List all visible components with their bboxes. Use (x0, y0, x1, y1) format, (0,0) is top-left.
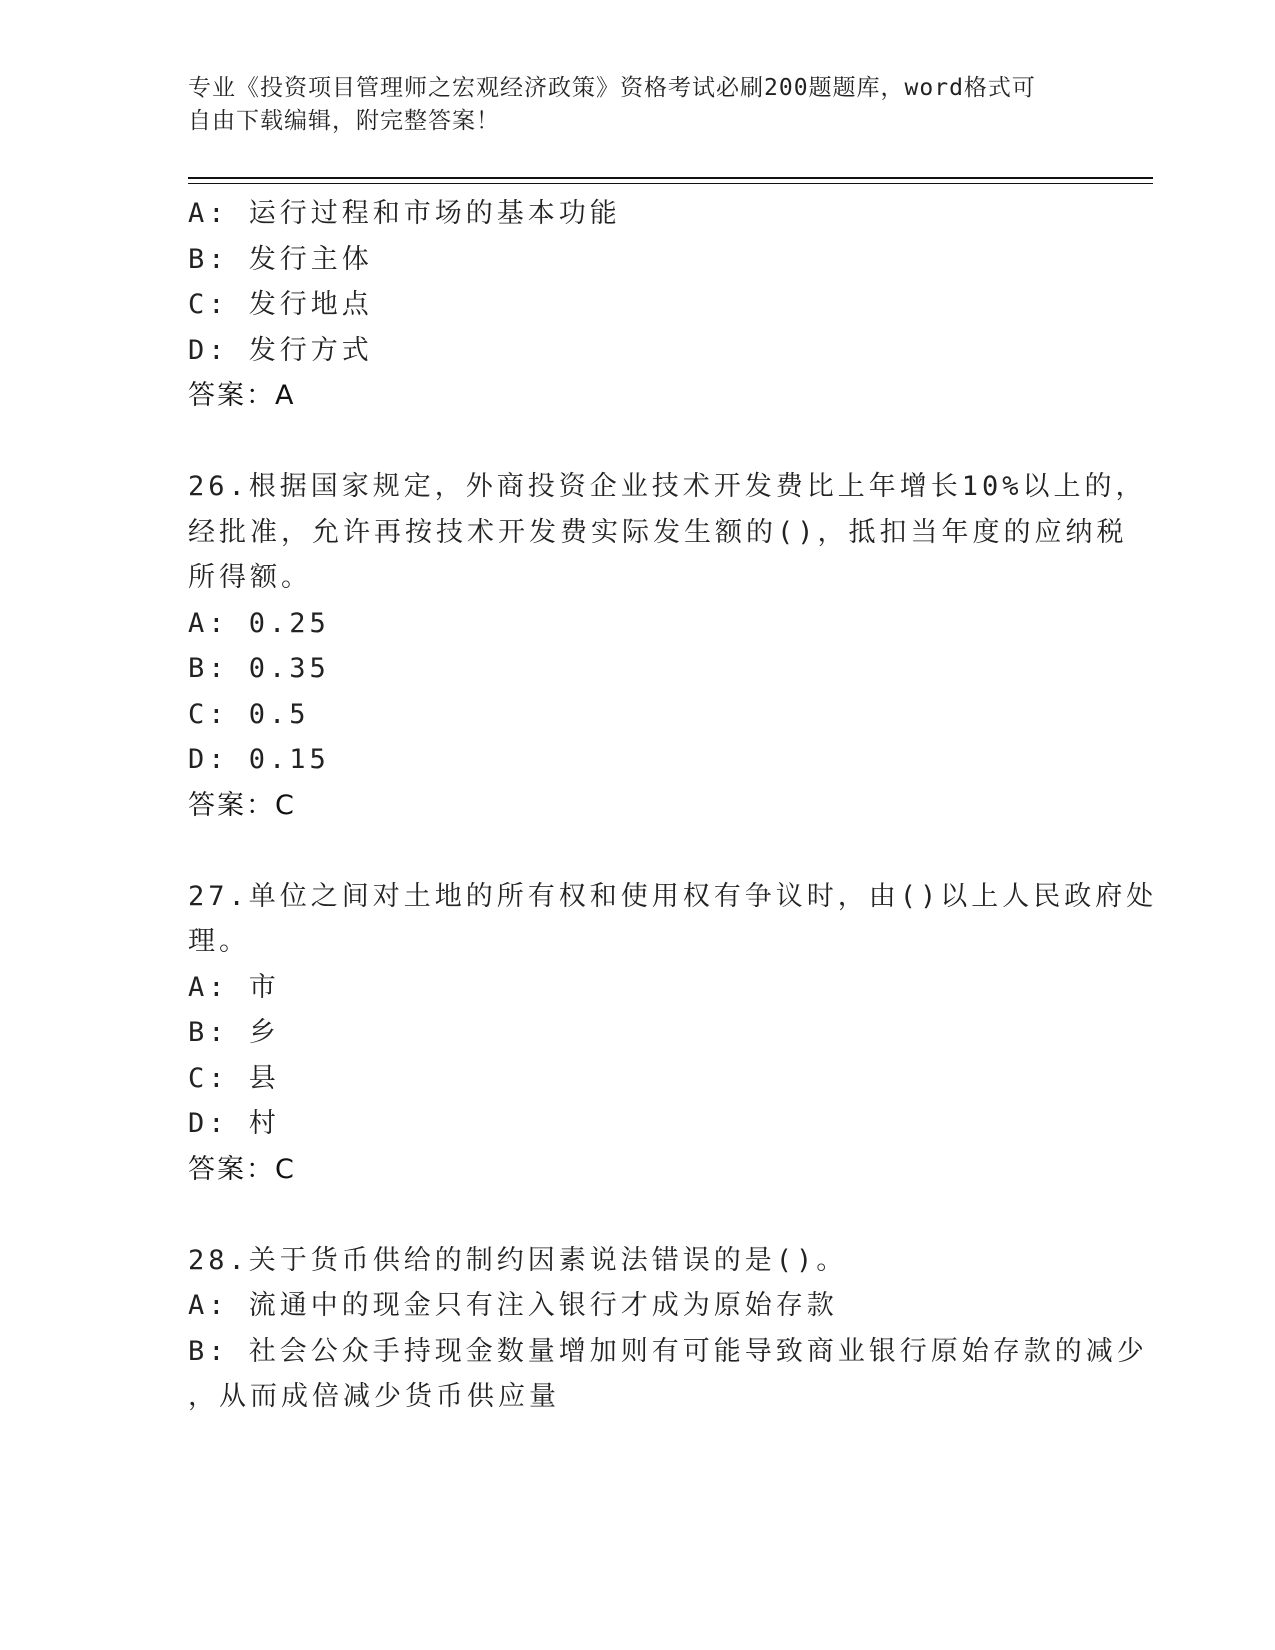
option-b: B: 0.35 (188, 653, 330, 684)
option-b: B: 社会公众手持现金数量增加则有可能导致商业银行原始存款的减少 (188, 1335, 1148, 1367)
question-stem-line: 理。 (188, 926, 250, 957)
option-d: D: 村 (188, 1108, 280, 1139)
header-rule-thin (188, 183, 1153, 184)
question-stem-line: 所得额。 (188, 562, 312, 593)
question-block (188, 464, 1147, 828)
answer-line: 答案：A (188, 380, 296, 411)
option-a: A: 市 (188, 971, 280, 1003)
answer-line: 答案：C (188, 1153, 296, 1185)
question-block (188, 191, 1088, 419)
option-b: B: 乡 (188, 1017, 280, 1048)
option-b: B: 发行主体 (188, 243, 373, 275)
question-block (188, 1238, 1148, 1420)
question-stem-line: 26.根据国家规定，外商投资企业技术开发费比上年增长10%以上的， (188, 471, 1147, 502)
question-list (188, 191, 1158, 1420)
option-b-continued: ，从而成倍减少货币供应量 (188, 1381, 560, 1412)
option-a: A: 0.25 (188, 607, 330, 639)
spacer (188, 419, 1088, 465)
option-c: C: 发行地点 (188, 289, 373, 320)
option-d: D: 发行方式 (188, 334, 373, 366)
spacer (188, 1192, 1088, 1238)
option-a: A: 运行过程和市场的基本功能 (188, 198, 621, 229)
option-c: C: 0.5 (188, 698, 310, 730)
spacer (188, 828, 1088, 874)
option-a: A: 流通中的现金只有注入银行才成为原始存款 (188, 1290, 838, 1321)
header-rule-thick (188, 177, 1153, 179)
question-stem-line: 27.单位之间对土地的所有权和使用权有争议时，由()以上人民政府处 (188, 880, 1158, 912)
question-block (188, 874, 1158, 1193)
answer-line: 答案：C (188, 789, 296, 821)
question-stem-line: 28.关于货币供给的制约因素说法错误的是()。 (188, 1244, 848, 1276)
header-line-1: 专业《投资项目管理师之宏观经济政策》资格考试必刷200题题库，word格式可 (188, 75, 1036, 101)
option-c: C: 县 (188, 1062, 280, 1094)
page-header (188, 72, 1088, 138)
question-stem-line: 经批准，允许再按技术开发费实际发生额的()，抵扣当年度的应纳税 (188, 516, 1128, 548)
option-d: D: 0.15 (188, 744, 330, 775)
header-line-2: 自由下载编辑，附完整答案！ (188, 108, 500, 134)
